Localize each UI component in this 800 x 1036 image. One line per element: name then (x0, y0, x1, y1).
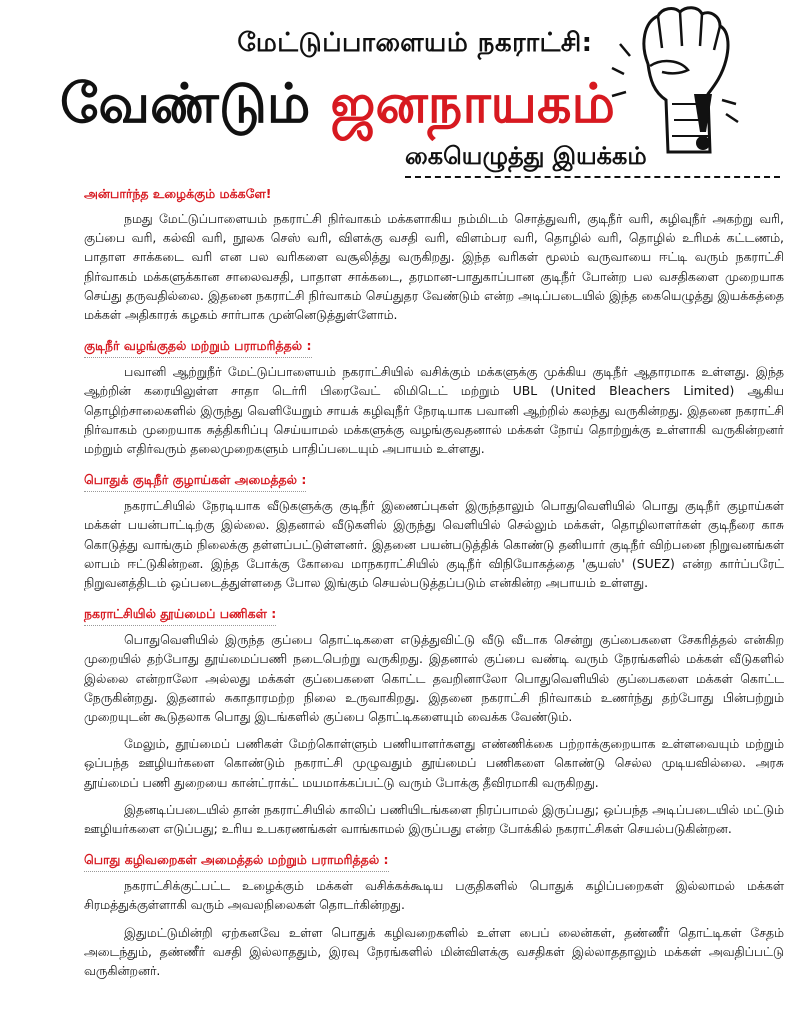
paragraph: இதுமட்டுமின்றி ஏற்கனவே உள்ள பொதுக் கழிவறைகளில் உள்ள பைப் லைன்கள், தண்ணீர் தொட்டிகள் சேதம் அடைந்தும், தண்ணீர் வசதி இல்லாததும், இரவு நேரங்களில் மின்விளக்கு வசதிகள் இல்லாததாலும் மக்கள் அவதிப்பட்டு வருகின்றனர். (84, 924, 784, 979)
section-heading-drinking-water: குடிநீர் வழங்குதல் மற்றும் பராமரித்தல் : (84, 338, 312, 358)
dashed-divider (405, 176, 780, 178)
section-heading-public-toilets: பொது கழிவறைகள் அமைத்தல் மற்றும் பராமரித்தல் : (84, 852, 389, 872)
document-body (84, 186, 784, 988)
main-title (60, 72, 700, 136)
paragraph: மேலும், தூய்மைப் பணிகள் மேற்கொள்ளும் பணியாளர்களது எண்ணிக்கை பற்றாக்குறையாக உள்ளவையும் மற்றும் ஒப்பந்த ஊழியர்களை கொண்டும் நகராட்சி முழுவதும் தூய்மைப் பணிகளை கொண்டு செல்ல முடியவில்லை. அரசு தூய்மைப் பணி துறையை கான்ட்ராக்ட் மயமாக்கப்பட்டு வரும் போக்கு தீவிரமாகி வருகிறது. (84, 736, 784, 790)
raised-fist-icon (610, 4, 740, 154)
paragraph: பொதுவெளியில் இருந்த குப்பை தொட்டிகளை எடுத்துவிட்டு வீடு வீடாக சென்று குப்பைகளை சேகரித்தல் என்கிற முறையில் தற்போது தூய்மைப்பணி நடைபெற்று வருகிறது. இதனால் குப்பை வண்டி வரும் நேரங்களில் மக்கள் வீடுகளில் இல்லை என்றாலோ அல்லது மக்கள் குப்பைகளை கொட்ட தவறினாலோ பொதுவெளியில் குப்பைகளை மக்கள் கொட்ட நேருகின்றது. இதனால் சுகாதாரமற்ற நிலை உருவாகிறது. இதனை நகராட்சி நிர்வாகம் உணர்ந்து தற்போது பின்பற்றும் முறையுடன் கூடுதலாக பொது இடங்களில் குப்பை தொட்டிகளையும் வைக்க வேண்டும். (84, 632, 784, 725)
tagline: கையெழுத்து இயக்கம் (405, 142, 647, 170)
paragraph: நகராட்சியில் நேரடியாக வீடுகளுக்கு குடிநீர் இணைப்புகள் இருந்தாலும் பொதுவெளியில் பொது குடிநீர் குழாய்கள் மக்கள் பயன்பாட்டிற்கு இல்லை. இதனால் வீடுகளில் இருந்து வெளியில் செல்லும் மக்கள், தொழிலாளர்கள் குடிநீரை காசு கொடுத்து வாங்கும் நிலைக்கு தள்ளப்பட்டுள்ளனர். இதனை பயன்படுத்திக் கொண்டு தனியார் குடிநீர் விற்பனை நிறுவனங்கள் லாபம் ஈட்டுகின்றன. இந்த போக்கு கோவை மாநகராட்சியில் குடிநீர் விநியோகத்தை 'சூயஸ்' (SUEZ) என்ற கார்ப்பரேட் நிறுவனத்திடம் ஒப்படைத்துள்ளதை போல இங்கும் செயல்படுத்தப்படும் என்கின்ற அபாயம் உள்ளது. (84, 498, 784, 591)
paragraph: நகராட்சிக்குட்பட்ட உழைக்கும் மக்கள் வசிக்கக்கூடிய பகுதிகளில் பொதுக் கழிப்பறைகள் இல்லாமல் மக்கள் சிரமத்துக்குள்ளாகி வரும் அவலநிலைகள் தொடர்கின்றது. (84, 878, 784, 913)
title-red: ஜனநாயகம் (330, 72, 615, 135)
section-heading-public-taps: பொதுக் குடிநீர் குழாய்கள் அமைத்தல் : (84, 472, 306, 492)
paragraph: பவானி ஆற்றுநீர் மேட்டுப்பாளையம் நகராட்சியில் வசிக்கும் மக்களுக்கு முக்கிய குடிநீர் ஆதாரமாக உள்ளது. இந்த ஆற்றின் கரையிலுள்ள சாதா டெர்ரி பிரைவேட் லிமிடெட் மற்றும் UBL (United Bleachers Limited) ஆகிய தொழிற்சாலைகளில் இருந்து வெளியேறும் சாயக் கழிவுநீர் நேரடியாக பவானி ஆற்றில் கலந்து வருகின்றது. இதனை நகராட்சி நிர்வாகம் முறையாக சுத்திகரிப்பு செய்யாமல் மக்களுக்கு வழங்குவதனால் மக்கள் நோய் தொற்றுக்கு உள்ளாகி வருகின்றனர் மற்றும் எதிர்வரும் தலைமுறைகளும் பாதிப்படையும் அபாயம் உள்ளது. (84, 364, 784, 457)
greeting: அன்பார்ந்த உழைக்கும் மக்களே! (84, 186, 272, 201)
subtitle: மேட்டுப்பாளையம் நகராட்சி: (237, 28, 593, 58)
paragraph: இதனடிப்படையில் தான் நகராட்சியில் காலிப் பணியிடங்களை நிரப்பாமல் இருப்பது; ஒப்பந்த அடிப்படையில் மட்டும் ஊழியர்களை எடுப்பது; உரிய உபகரணங்கள் வாங்காமல் இருப்பது என்ற போக்கில் நகராட்சிகள் செயல்படுகின்றன. (84, 801, 784, 837)
header (0, 0, 800, 180)
exclamation-mark-icon (686, 92, 720, 152)
section-heading-sanitation: நகராட்சியில் தூய்மைப் பணிகள் : (84, 606, 276, 626)
title-black: வேண்டும் (60, 72, 311, 135)
intro-paragraph: நமது மேட்டுப்பாளையம் நகராட்சி நிர்வாகம் மக்களாகிய நம்மிடம் சொத்துவரி, குடிநீர் வரி, கழிவுநீர் அகற்று வரி, குப்பை வரி, கல்வி வரி, நூலக செஸ் வரி, விளக்கு வசதி வரி, விளம்பர வரி, தொழில் வரி, தொழில் உரிமக் கட்டணம், பாதாள சாக்கடை வரி என பல வரிகளை வசூலித்து வருகிறது. இந்த வரிகள் மூலம் வருவாயை ஈட்டி வரும் நகராட்சி நிர்வாகம் மக்களுக்கான சாலைவசதி, பாதாள சாக்கடை, தரமான-பாதுகாப்பான குடிநீர் போன்ற பல வசதிகளை முறையாக செய்து தருவதில்லை. இதனை நகராட்சி நிர்வாகம் செய்துதர வேண்டும் என்ற அடிப்படையில் இந்த கையெழுத்து இயக்கத்தை மக்கள் அதிகாரக் கழகம் சார்பாக முன்னெடுத்துள்ளோம். (84, 211, 784, 323)
